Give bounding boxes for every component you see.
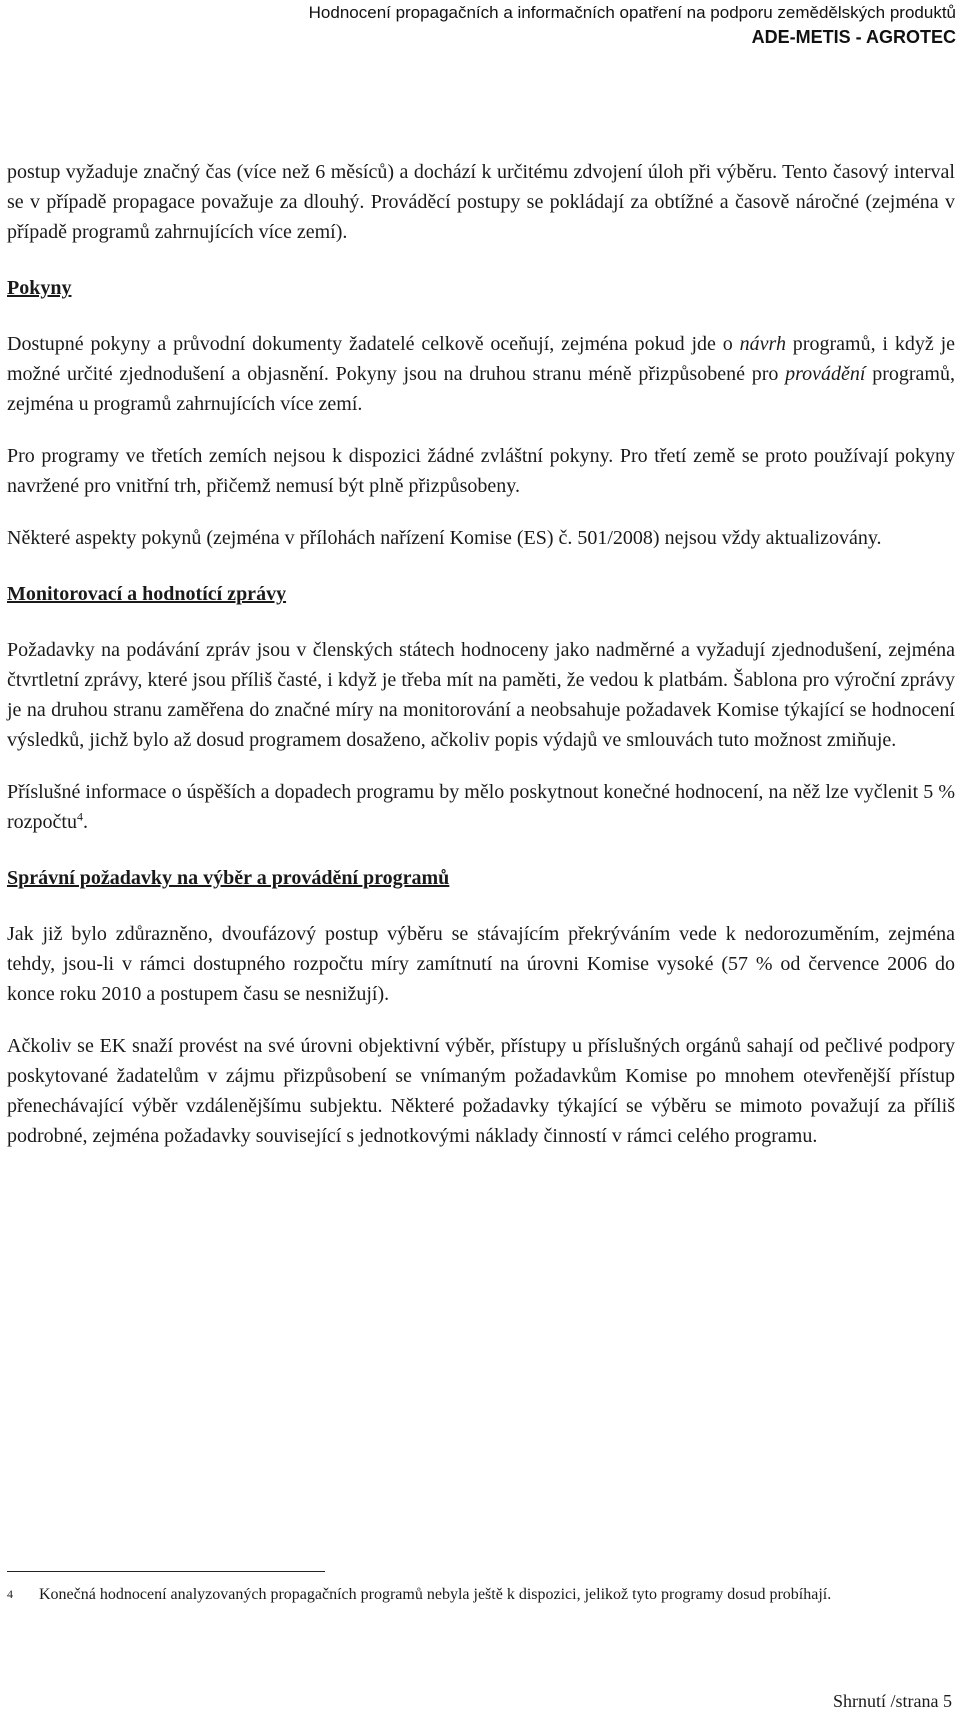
monitorovaci-paragraph-2: [7, 777, 955, 837]
footnote-reference: 4: [76, 809, 83, 824]
footnote-text: Konečná hodnocení analyzovaných propagačních programů nebyla ještě k dispozici, jelikož tyto programy dosud probíhají.: [39, 1586, 832, 1603]
pokyny-paragraph-1: [7, 329, 955, 419]
monitorovaci-p2-text: Příslušné informace o úspěších a dopadech programu by mělo poskytnout konečné hodnocení, na něž lze vyčlenit 5 % rozpočtu: [7, 781, 955, 833]
pokyny-p1-part-c: programů, zejména u programů zahrnujících více zemí.: [7, 363, 955, 415]
footnote-separator: [7, 1571, 325, 1572]
document-body: [7, 157, 955, 1151]
pokyny-paragraph-2: Pro programy ve třetích zemích nejsou k dispozici žádné zvláštní pokyny. Pro třetí země se proto používají pokyny navržené pro vnitřní trh, přičemž nemusí být plně přizpůsobeny.: [7, 445, 955, 497]
pokyny-paragraph-3: Některé aspekty pokynů (zejména v přílohách nařízení Komise (ES) č. 501/2008) nejsou vždy aktualizovány.: [7, 527, 882, 549]
pokyny-p1-part-a: Dostupné pokyny a průvodní dokumenty žadatelé celkově oceňují, zejména pokud jde o: [7, 333, 740, 355]
footnote-number: 4: [7, 1587, 13, 1601]
section-heading-spravni: Správní požadavky na výběr a provádění programů: [7, 867, 450, 889]
pokyny-p1-emphasis-provadeni: provádění: [785, 363, 866, 385]
header-title: Hodnocení propagačních a informačních opatření na podporu zemědělských produktů: [308, 3, 956, 22]
header-org-rest: -METIS - AGROTEC: [789, 27, 956, 47]
footnote: [7, 1583, 955, 1607]
monitorovaci-paragraph-1: Požadavky na podávání zpráv jsou v členských státech hodnoceny jako nadměrné a vyžadují zjednodušení, zejména čtvrtletní zprávy, které jsou příliš časté, i když je třeba mít na paměti, že vedou k platbám. Šablona pro výroční zprávy je na druhou stranu zaměřena do značné míry na monitorování a neobsahuje požadavek Komise týkající se hodnocení výsledků, jichž bylo až dosud programem dosaženo, ačkoliv popis výdajů ve smlouvách tuto možnost zmiňuje.: [7, 639, 955, 751]
running-header: [0, 0, 960, 49]
pokyny-p1-part-b: programů, i když je možné určité zjednodušení a objasnění. Pokyny jsou na druhou stranu méně přizpůsobené pro: [7, 333, 955, 385]
spravni-paragraph-1: Jak již bylo zdůrazněno, dvoufázový postup výběru se stávajícím překrýváním vede k nedorozuměním, zejména tehdy, jsou-li v rámci dostupného rozpočtu míry zamítnutí na úrovni Komise vysoké (57 % od července 2006 do konce roku 2010 a postupem času se nesnižují).: [7, 923, 955, 1005]
intro-paragraph: postup vyžaduje značný čas (více než 6 měsíců) a dochází k určitému zdvojení úloh při výběru. Tento časový interval se v případě propagace považuje za dlouhý. Prováděcí postupy se pokládají za obtížné a časově náročné (zejména v případě programů zahrnujících více zemí).: [7, 161, 955, 243]
pokyny-p1-emphasis-navrh: návrh: [739, 333, 786, 355]
monitorovaci-p2-end: .: [82, 811, 88, 833]
header-organization: [0, 25, 960, 49]
spravni-paragraph-2: Ačkoliv se EK snaží provést na své úrovni objektivní výběr, přístupy u příslušných orgánů sahají od pečlivé podpory poskytované žadatelům v zájmu přizpůsobení se vnímaným požadavkům Komise po mnohem otevřenější přístup přenechávající výběr vzdálenějšímu subjektu. Některé požadavky týkající se výběru se mimoto považují za příliš podrobné, zejména požadavky související s jednotkovými náklady činností v rámci celého programu.: [7, 1035, 955, 1147]
page-number-footer: Shrnutí /strana 5: [833, 1691, 952, 1711]
section-heading-pokyny: Pokyny: [7, 277, 72, 299]
header-org-ade: ADE: [751, 27, 790, 47]
section-heading-monitorovaci: Monitorovací a hodnotící zprávy: [7, 583, 287, 605]
